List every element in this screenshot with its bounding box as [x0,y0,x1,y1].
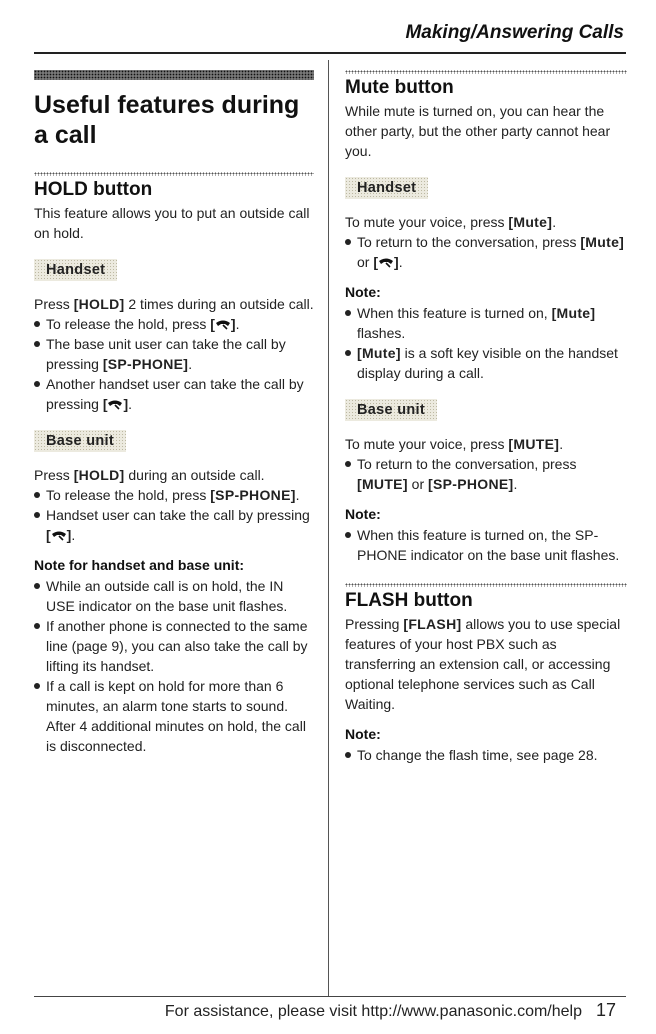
mute-handset-notes [345,303,627,383]
talk-key-icon: [ ] [46,527,72,543]
list-item: When this feature is turned on, the SP-PHONE indicator on the base unit flashes. [345,525,627,565]
hold-base-list [34,485,314,545]
note-title: Note: [345,284,381,300]
footer-rule [34,996,626,997]
talk-key-icon: [ ] [210,316,236,332]
column-divider [328,60,329,996]
list-item: To change the flash time, see page 28. [345,745,627,765]
page-number: 17 [595,1000,616,1020]
header-rule [34,52,626,54]
list-item: To release the hold, press [ ]. [34,314,314,334]
base-unit-tag: Base unit [345,399,437,421]
list-item: While an outside call is on hold, the IN USE indicator on the base unit flashes. [34,576,314,616]
hold-title: HOLD button [34,179,153,200]
left-column [34,70,314,756]
mute-intro: While mute is turned on, you can hear the other party, but the other party cannot hear you. [345,103,611,159]
divider [34,172,314,176]
note-title: Note: [345,726,381,742]
list-item: When this feature is turned on, [Mute] flashes. [345,303,627,343]
hold-handset-text: Press [HOLD] 2 times during an outside call. [34,296,314,312]
list-item: Another handset user can take the call by pressing [ ]. [34,374,314,414]
page-header: Making/Answering Calls [405,22,624,43]
mute-base-text: To mute your voice, press [MUTE]. [345,436,564,452]
talk-key-icon: [ ] [373,254,399,270]
hold-handset-list [34,314,314,414]
mute-handset-list [345,232,627,272]
hold-intro: This feature allows you to put an outside call on hold. [34,205,310,241]
section-bar [34,70,314,80]
flash-title: FLASH button [345,590,473,611]
list-item: Handset user can take the call by pressing [ ]. [34,505,314,545]
mute-base-notes [345,525,627,565]
note-title: Note: [345,506,381,522]
flash-notes [345,745,627,765]
right-column [345,70,627,765]
mute-handset-text: To mute your voice, press [Mute]. [345,214,557,230]
base-unit-tag: Base unit [34,430,126,452]
footer-text: For assistance, please visit http://www.panasonic.com/help [164,1003,582,1020]
list-item: If another phone is connected to the same line (page 9), you can also take the call by lifting its handset. [34,616,314,676]
hold-notes [34,576,314,756]
hold-key: [HOLD] [73,296,125,312]
mute-base-list [345,454,627,494]
flash-text: Pressing [FLASH] allows you to use special features of your host PBX such as transferring an extension call, or accessing optional telephone services such as Call Waiting. [345,616,621,712]
hold-base-text: Press [HOLD] during an outside call. [34,467,265,483]
page-title: Useful features during a call [34,91,300,149]
divider [345,70,627,74]
talk-key-icon: [ ] [102,396,129,412]
mute-title: Mute button [345,77,454,98]
footer [34,1000,616,1021]
handset-tag: Handset [345,177,428,199]
handset-tag: Handset [34,259,117,281]
note-title: Note for handset and base unit: [34,557,245,573]
list-item: To return to the conversation, press [MUTE] or [SP-PHONE]. [345,454,627,494]
list-item: The base unit user can take the call by pressing [SP-PHONE]. [34,334,314,374]
divider [345,583,627,587]
list-item: To return to the conversation, press [Mute] or [ ]. [345,232,627,272]
list-item: If a call is kept on hold for more than 6 minutes, an alarm tone starts to sound. After 4 additional minutes on hold, the call is disconnected. [34,676,314,756]
list-item: To release the hold, press [SP-PHONE]. [34,485,314,505]
list-item: [Mute] is a soft key visible on the handset display during a call. [345,343,627,383]
